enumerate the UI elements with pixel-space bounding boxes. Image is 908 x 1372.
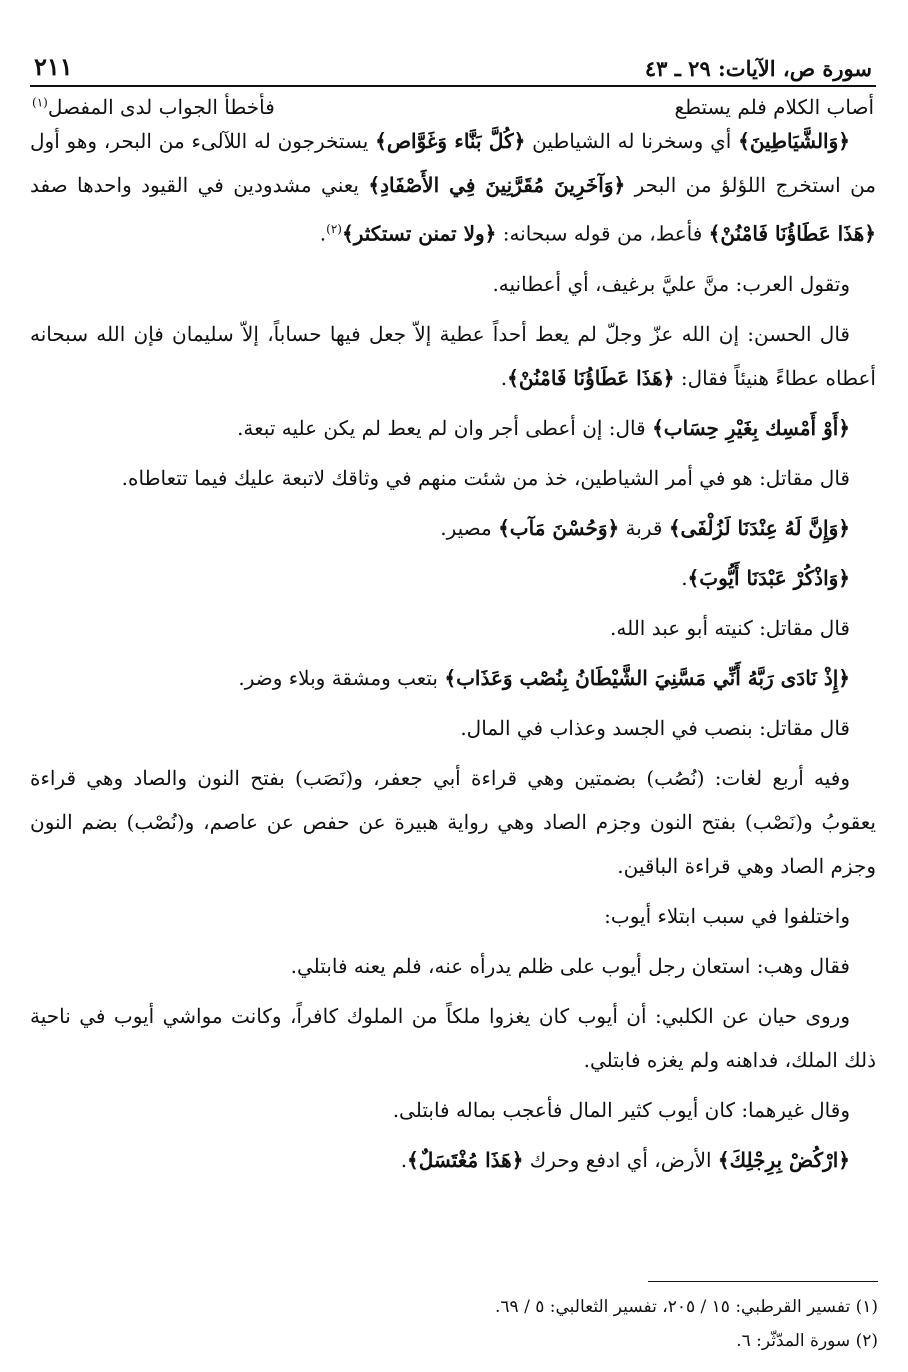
paragraph [30,894,876,938]
text-run: أي وسخرنا له الشياطين [525,129,739,153]
paragraph [30,606,876,650]
paragraph [30,119,876,256]
verse-hemistich-1: أصاب الكلام فلم يستطع [674,95,874,119]
footnote-2: (٢) سورة المدّثّر: ٦. [736,1331,878,1351]
paragraph [30,656,876,700]
text-run: وتقول العرب: منَّ عليَّ برغيف، أي أعطانيه. [492,271,850,296]
quran-quote: ﴿وَاذْكُرْ عَبْدَنَا أَيُّوبَ﴾ [687,565,850,590]
paragraph [30,556,876,600]
running-header [30,52,876,87]
text-run: وقال غيرهما: كان أيوب كثير المال فأعجب بماله فابتلى. [392,1097,850,1122]
quran-quote: ﴿هَذَا عَطَاؤُنَا فَامْنُنْ﴾ [507,365,675,390]
footnote-divider [648,1281,878,1282]
footnote-marker: (١) [32,95,48,110]
paragraph [30,506,876,550]
text-run: قال الحسن: إن الله عزّ وجلّ لم يعط أحداً عطية إلاّ جعل فيها حساباً، إلاّ سليمان فإن الله سبحانه أعطاه عطاءً هنيئاً فقال: [30,321,876,390]
text-run: الأرض، أي ادفع وحرك [523,1147,718,1172]
quran-quote: ﴿وَآخَرِينَ مُقَرَّنِينَ فِي الأَصْفَادِ﴾ [368,173,626,197]
text-run: مصير. [440,515,499,540]
paragraph [30,312,876,400]
verse-hemistich-2: فأخطأ الجواب لدى المفصل$^{(١)}$ [32,95,275,119]
text-run: بتعب ومشقة وبلاء وضر. [238,665,445,690]
quran-quote: ﴿ولا تمنن تستكثر﴾ [341,221,497,246]
text-run: يستخرجون له اللآلىء من البحر، وهو أول من استخرج اللؤلؤ من البحر [30,129,877,197]
text-run: . [500,365,508,390]
quran-quote: ﴿ارْكُضْ بِرِجْلِكَ﴾ [717,1147,850,1172]
paragraph [30,1088,876,1132]
paragraph [30,706,876,750]
text-run: يعني مشدودين في القيود واحدها صفد [30,173,369,197]
quran-quote: ﴿أَوْ أَمْسِك بِغَيْرِ حِسَاب﴾ [652,415,850,440]
text-run: . [400,1147,408,1172]
quran-quote: ﴿وَإِنَّ لَهُ عِنْدَنَا لَزُلْفَى﴾ [668,515,850,540]
text-run: وفيه أربع لغات: (نُصُب) بضمتين وهي قراءة أبي جعفر، و(نَصَب) بفتح النون والصاد وهي قراءة يعقوبُ و(نَصْب) بفتح النون وجزم الصاد وهي رواية هبيرة عن حفص عن عاصم، و(نُصْب) بضم النون وجزم الصاد وهي قراءة الباقين. [30,765,876,878]
footnote-1: (١) تفسير القرطبي: ١٥ / ٢٠٥، تفسير الثعالبي: ٥ / ٦٩. [495,1297,878,1317]
text-run: وروى حيان عن الكلبي: أن أيوب كان يغزوا ملكاً من الملوك كافراً، وكانت مواشي أيوب في ناحية ذلك الملك، فداهنه ولم يغزه فابتلي. [30,1003,876,1072]
footnotes [32,1290,878,1358]
quran-quote: ﴿هَذَا مُغْتَسَلٌ﴾ [407,1147,524,1172]
text-run: فأعط، من قوله سبحانه: [496,221,709,246]
text-run: واختلفوا في سبب ابتلاء أيوب: [604,903,850,928]
text-run: قال: إن أعطى أجر وان لم يعط لم يكن عليه تبعة. [237,415,653,440]
poetry-verse [30,95,876,119]
paragraph [30,1138,876,1182]
main-text [30,119,876,1182]
quran-quote: ﴿هَذَا عَطَاؤُنَا فَامْنُنْ﴾ [708,221,876,246]
text-run: . [319,221,327,246]
page-number: ٢١١ [34,52,73,81]
quran-quote: ﴿إِذْ نَادَى رَبَّهُ أَنِّي مَسَّنِيَ الشَّيْطَانُ بِنُصْب وَعَذَاب﴾ [444,665,850,690]
paragraph [30,456,876,500]
text-run: فقال وهب: استعان رجل أيوب على ظلم يدرأه عنه، فلم يعنه فابتلي. [290,953,850,978]
paragraph [30,756,876,888]
quran-quote: ﴿وَالشَّيَاطِينَ﴾ [738,129,850,153]
book-page [30,52,876,1182]
text-run: . [681,565,688,590]
quran-quote: ﴿وَحُسْنَ مَآب﴾ [498,515,620,540]
text-run: قربة [619,515,669,540]
text-run: قال مقاتل: هو في أمر الشياطين، خذ من شئت منهم في وثاقك لاتبعة عليك فيما تتعاطاه. [121,465,850,490]
paragraph [30,944,876,988]
paragraph [30,406,876,450]
paragraph [30,994,876,1082]
quran-quote: ﴿كُلَّ بَنَّاء وَغَوَّاص﴾ [375,129,526,153]
text-run: قال مقاتل: بنصب في الجسد وعذاب في المال. [460,715,850,740]
text-run: قال مقاتل: كنيته أبو عبد الله. [610,615,850,640]
surah-title: سورة ص، الآيات: ٢٩ ـ ٤٣ [644,56,872,81]
paragraph [30,262,876,306]
footnote-marker: (٢) [326,222,342,236]
